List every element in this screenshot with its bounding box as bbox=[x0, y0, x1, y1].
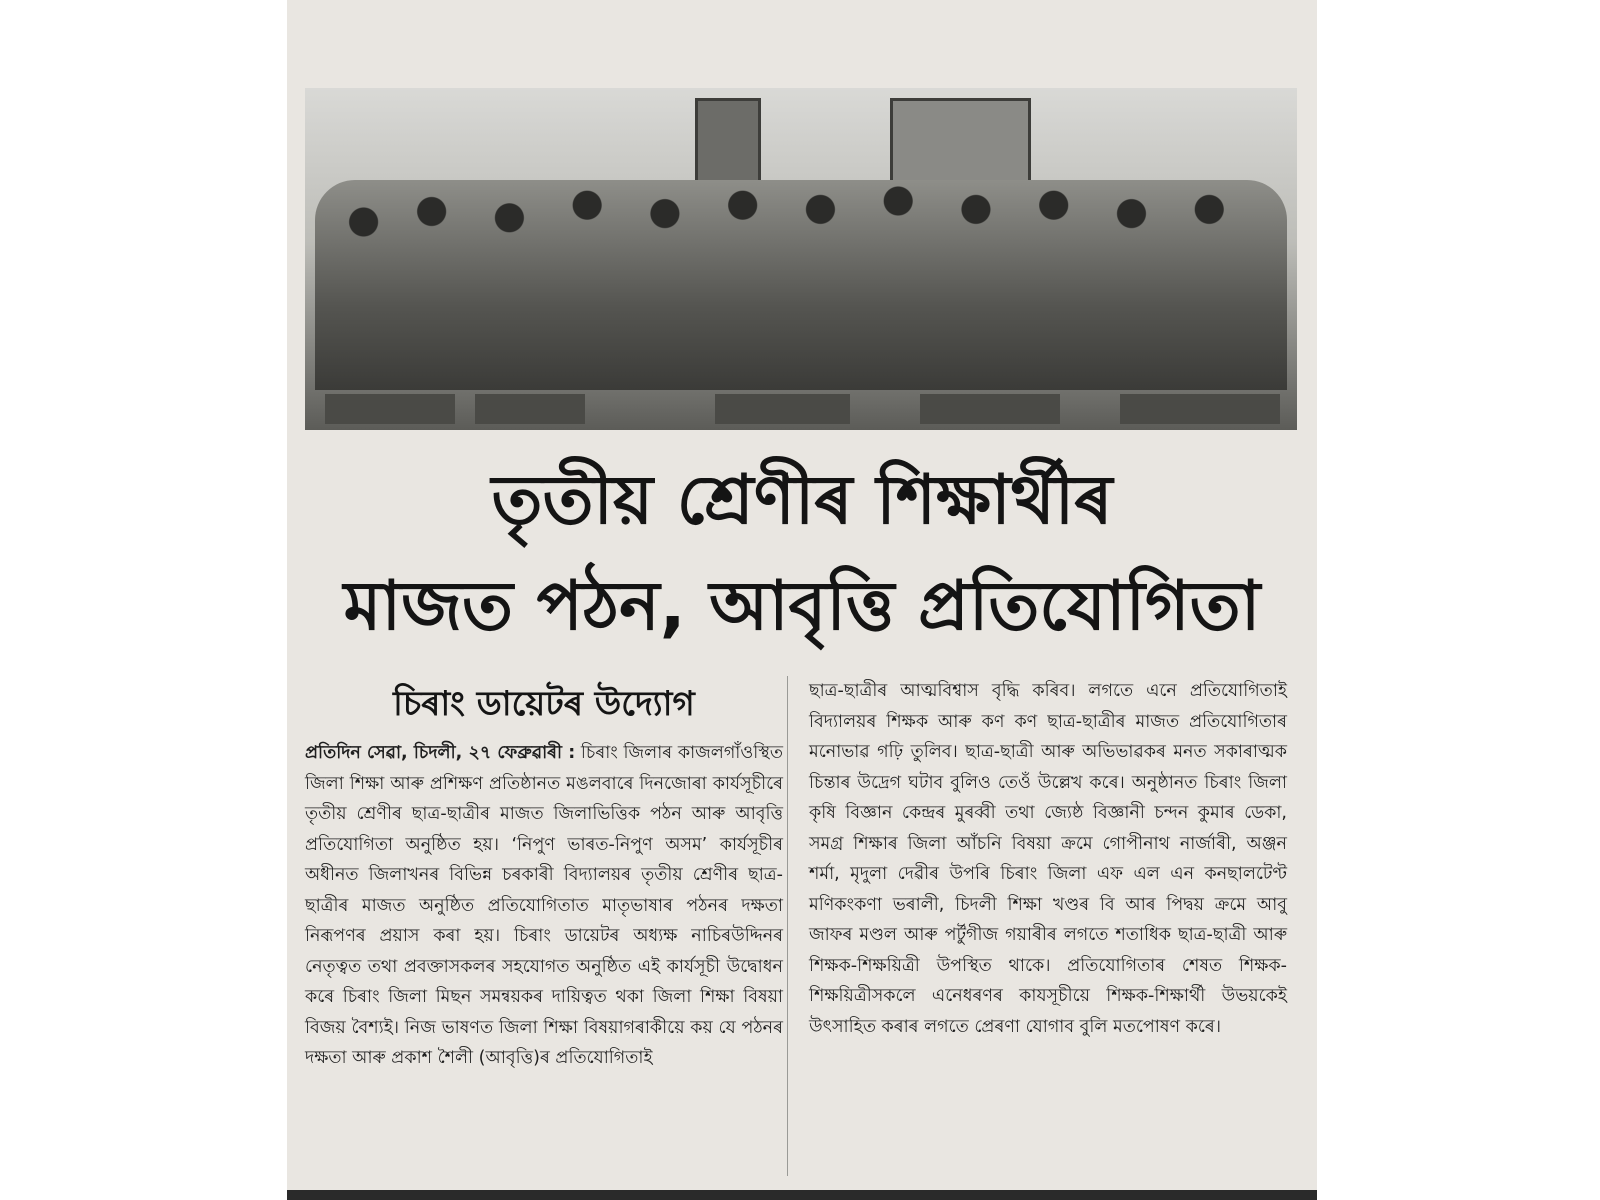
photo-bench bbox=[715, 394, 850, 424]
article-column-right bbox=[809, 676, 1287, 1042]
article-text-left: চিৰাং জিলাৰ কাজলগাঁওস্থিত জিলা শিক্ষা আৰু প্ৰশিক্ষণ প্ৰতিষ্ঠানত মঙলবাৰে দিনজোৰা কাৰ্যসূচীৰে তৃতীয় শ্ৰেণীৰ ছাত্ৰ-ছাত্ৰীৰ মাজত জিলাভিত্তিক পঠন আৰু আবৃত্তি প্ৰতিযোগিতা অনুষ্ঠিত হয়। ‘নিপুণ ভাৰত-নিপুণ অসম’ কাৰ্যসূচীৰ অধীনত জিলাখনৰ বিভিন্ন চৰকাৰী বিদ্যালয়ৰ তৃতীয় শ্ৰেণীৰ ছাত্ৰ-ছাত্ৰীৰ মাজত অনুষ্ঠিত প্ৰতিযোগিতাত মাতৃভাষাৰ পঠনৰ দক্ষতা নিৰূপণৰ প্ৰয়াস কৰা হয়। চিৰাং ডায়েটৰ অধ্যক্ষ নাচিৰউদ্দিনৰ নেতৃত্বত তথা প্ৰবক্তাসকলৰ সহযোগত অনুষ্ঠিত এই কাৰ্যসূচী উদ্বোধন কৰে চিৰাং জিলা মিছন সমন্বয়কৰ দায়িত্বত থকা জিলা শিক্ষা বিষয়া বিজয় বৈশ্যই। নিজ ভাষণত জিলা শিক্ষা বিষয়াগৰাকীয়ে কয় যে পঠনৰ দক্ষতা আৰু প্ৰকাশ শৈলী (আবৃত্তি)ৰ প্ৰতিযোগিতাই bbox=[305, 743, 783, 1068]
subheadline: চিৰাং ডায়েটৰ উদ্যোগ bbox=[393, 684, 695, 724]
photo-crowd-silhouette bbox=[315, 180, 1287, 390]
column-divider bbox=[787, 676, 788, 1176]
newspaper-clipping bbox=[287, 0, 1317, 1200]
dateline: প্ৰতিদিন সেৱা, চিদলী, ২৭ ফেব্ৰুৱাৰী : bbox=[305, 743, 576, 763]
article-column-left bbox=[305, 676, 783, 1074]
group-photo bbox=[305, 88, 1297, 430]
headline-line-1: তৃতীয় শ্ৰেণীৰ শিক্ষাৰ্থীৰ bbox=[491, 461, 1113, 540]
photo-banner-board bbox=[890, 98, 1031, 184]
photo-frame-on-wall bbox=[695, 98, 761, 184]
photo-bench bbox=[1120, 394, 1280, 424]
bottom-rule bbox=[287, 1190, 1317, 1200]
photo-bench bbox=[325, 394, 455, 424]
photo-bench bbox=[475, 394, 585, 424]
article-body-left bbox=[305, 738, 783, 1074]
photo-bench bbox=[920, 394, 1060, 424]
article-text-right: ছাত্ৰ-ছাত্ৰীৰ আত্মবিশ্বাস বৃদ্ধি কৰিব। লগতে এনে প্ৰতিযোগিতাই বিদ্যালয়ৰ শিক্ষক আৰু কণ কণ ছাত্ৰ-ছাত্ৰীৰ মাজত প্ৰতিযোগিতাৰ মনোভাৱ গঢ়ি তুলিব। ছাত্ৰ-ছাত্ৰী আৰু অভিভাৱকৰ মনত সকাৰাত্মক চিন্তাৰ উদ্ৰেগ ঘটাব বুলিও তেওঁ উল্লেখ কৰে। অনুষ্ঠানত চিৰাং জিলা কৃষি বিজ্ঞান কেন্দ্ৰৰ মুৰব্বী তথা জ্যেষ্ঠ বিজ্ঞানী চন্দন কুমাৰ ডেকা, সমগ্ৰ শিক্ষাৰ জিলা আঁচনি বিষয়া ক্ৰমে গোপীনাথ নাৰ্জাৰী, অঞ্জন শৰ্মা, মৃদুলা দেৱীৰ উপৰি চিৰাং জিলা এফ এল এন কনছালটেণ্ট মণিকংকণা ভৰালী, চিদলী শিক্ষা খণ্ডৰ বি আৰ পিদ্বয় ক্ৰমে আবু জাফৰ মণ্ডল আৰু পৰ্টুগীজ গয়াৰীৰ লগতে শতাধিক ছাত্ৰ-ছাত্ৰী আৰু শিক্ষক-শিক্ষয়িত্ৰী উপস্থিত থাকে। প্ৰতিযোগিতাৰ শেষত শিক্ষক-শিক্ষয়িত্ৰীসকলে এনেধৰণৰ কাযসূচীয়ে শিক্ষক-শিক্ষাৰ্থী উভয়কেই উৎসাহিত কৰাৰ লগতে প্ৰেৰণা যোগাব বুলি মতপোষণ কৰে। bbox=[809, 681, 1287, 1037]
headline-line-2: মাজত পঠন, আবৃত্তি প্ৰতিযোগিতা bbox=[343, 567, 1261, 646]
